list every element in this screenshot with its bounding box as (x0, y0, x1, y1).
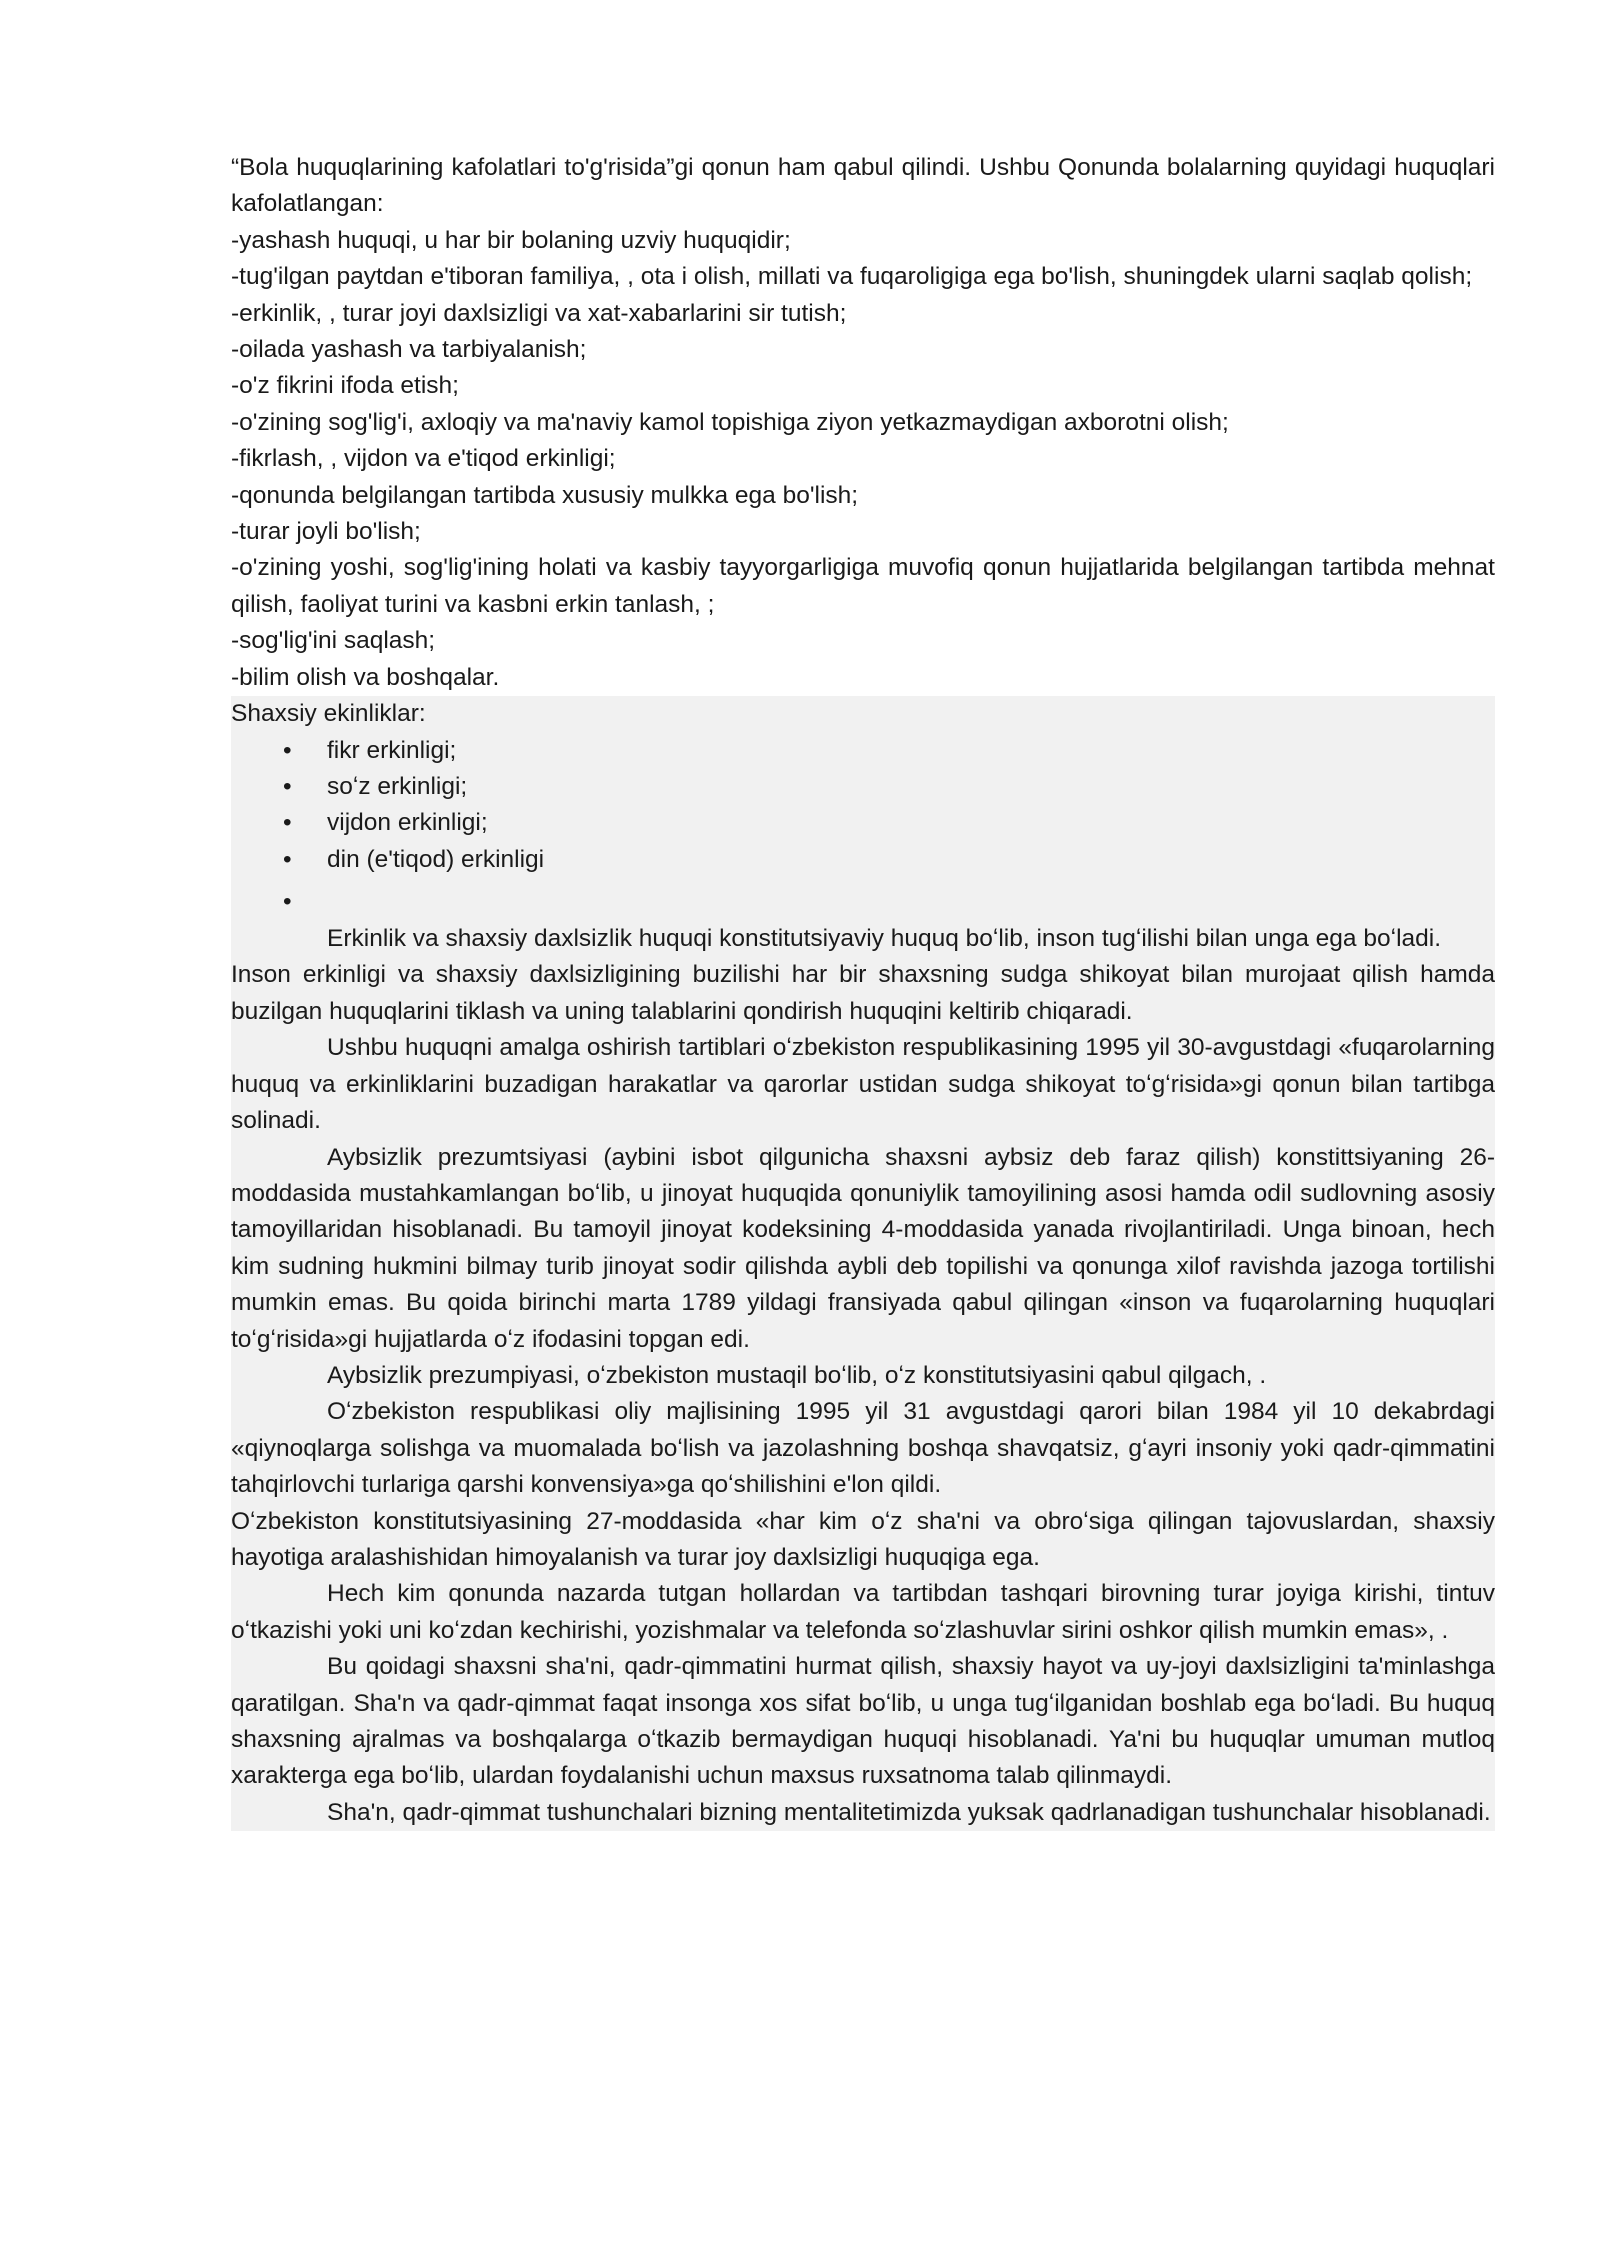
bullet-icon: • (283, 736, 292, 764)
rights-list-item: -yashash huquqi, u har bir bolaning uzviy huquqidir; (231, 226, 791, 254)
body-paragraph: Inson erkinligi va shaxsiy daxlsizligining buzilishi har bir shaxsning sudga shikoyat bilan murojaat qilish hamda buzilgan huquqlarini tiklash va uning talablarini qondirish huquqini keltirib chiqaradi. (231, 961, 1495, 1025)
body-paragraph: Sha'n, qadr-qimmat tushunchalari bizning mentalitetimizda yuksak qadrlanadigan tushunchalar hisoblanadi. (327, 1798, 1491, 1826)
rights-list (231, 223, 1495, 696)
rights-list-item: -sog'lig'ini saqlash; (231, 627, 436, 655)
body-paragraph: Aybsizlik prezumtsiyasi (aybini isbot qilgunicha shaxsni aybsiz deb faraz qilish) konstittsiyaning 26-moddasida mustahkamlangan boʻlib, u jinoyat huquqida qonuniylik tamoyilining asosi hamda odil sudlovning asosiy tamoyillaridan hisoblanadi. Bu tamoyil jinoyat kodeksining 4-moddasida yanada rivojlantiriladi. Unga binoan, hech kim sudning hukmini bilmay turib jinoyat sodir qilishda aybli deb topilishi va qonunga xilof ravishda jazoga tortilishi mumkin emas. Bu qoida birinchi marta 1789 yildagi fransiyada qabul qilingan «inson va fuqarolarning huquqlari toʻgʻrisida»gi hujjatlarda oʻz ifodasini topgan edi. (231, 1143, 1495, 1353)
body-paragraph: Aybsizlik prezumpiyasi, oʻzbekiston mustaqil boʻlib, oʻz konstitutsiyasini qabul qilgach, . (327, 1361, 1267, 1389)
rights-list-item: -qonunda belgilangan tartibda xususiy mulkka ega bo'lish; (231, 481, 859, 509)
document-body (231, 150, 1495, 1831)
body-paragraph: Erkinlik va shaxsiy daxlsizlik huquqi konstitutsiyaviy huquq boʻlib, inson tugʻilishi bilan unga ega boʻladi. (327, 925, 1442, 953)
bullet-icon: • (283, 888, 292, 916)
bullet-icon: • (283, 809, 292, 837)
body-paragraph: Hech kim qonunda nazarda tutgan hollardan va tartibdan tashqari birovning turar joyiga kirishi, tintuv oʻtkazishi yoki uni koʻzdan kechirishi, yozishmalar va telefonda soʻzlashuvlar sirini oshkor qilish mumkin emas», . (231, 1580, 1495, 1644)
rights-list-item: -turar joyli bo'lish; (231, 518, 421, 546)
bullet-icon: • (283, 845, 292, 873)
rights-list-item: -tug'ilgan paytdan e'tiboran familiya, , ota i olish, millati va fuqaroligiga ega bo'lish, shuningdek ularni saqlab qolish; (231, 263, 1473, 291)
rights-list-item: -fikrlash, , vijdon va e'tiqod erkinligi; (231, 445, 616, 473)
freedoms-list (231, 733, 1495, 922)
intro-paragraph: “Bola huquqlarining kafolatlari to'g'risida”gi qonun ham qabul qilindi. Ushbu Qonunda bolalarning quyidagi huquqlari kafolatlangan: (231, 154, 1495, 218)
body-paragraph: Ushbu huquqni amalga oshirish tartiblari oʻzbekiston respublikasining 1995 yil 30-avgustdagi «fuqarolarning huquq va erkinliklarini buzadigan harakatlar va qarorlar ustidan sudga shikoyat toʻgʻrisida»gi qonun bilan tartibga solinadi. (231, 1034, 1495, 1135)
freedoms-list-item (231, 878, 1495, 921)
body-paragraph: Bu qoidagi shaxsni sha'ni, qadr-qimmatini hurmat qilish, shaxsiy hayot va uy-joyi daxlsizligini ta'minlashga qaratilgan. Sha'n va qadr-qimmat faqat insonga xos sifat boʻlib, u unga tugʻilganidan boshlab ega boʻladi. Bu huquq shaxsning ajralmas va boshqalarga oʻtkazib bermaydigan huquqi hisoblanadi. Ya'ni bu huquqlar umuman mutloq xarakterga ega boʻlib, ulardan foydalanishi uchun maxsus ruxsatnoma talab qilinmaydi. (231, 1653, 1495, 1790)
rights-list-item: -oilada yashash va tarbiyalanish; (231, 336, 587, 364)
rights-list-item: -o'zining yoshi, sog'lig'ining holati va kasbiy tayyorgarligiga muvofiq qonun hujjatlarida belgilangan tartibda mehnat qilish, faoliyat turini va kasbni erkin tanlash, ; (231, 554, 1495, 618)
freedoms-list-item (231, 733, 1495, 769)
shaded-section (231, 696, 1495, 1831)
rights-list-item: -o'z fikrini ifoda etish; (231, 372, 459, 400)
freedom-label: soʻz erkinligi; (327, 772, 468, 800)
body-paragraph: Oʻzbekiston konstitutsiyasining 27-moddasida «har kim oʻz sha'ni va obroʻsiga qilingan tajovuslardan, shaxsiy hayotiga aralashishidan himoyalanish va turar joy daxlsizligi huquqiga ega. (231, 1507, 1495, 1571)
freedoms-heading: Shaxsiy ekinliklar: (231, 700, 426, 728)
body-paragraph: Oʻzbekiston respublikasi oliy majlisining 1995 yil 31 avgustdagi qarori bilan 1984 yil 10 dekabrdagi «qiynoqlarga solishga va muomalada boʻlish va jazolashning boshqa shavqatsiz, gʻayri insoniy yoki qadr-qimmatini tahqirlovchi turlariga qarshi konvensiya»ga qoʻshilishini e'lon qildi. (231, 1398, 1495, 1499)
rights-list-item: -bilim olish va boshqalar. (231, 663, 500, 691)
freedom-label: din (e'tiqod) erkinligi (327, 845, 545, 873)
rights-list-item: -erkinlik, , turar joyi daxlsizligi va xat-xabarlarini sir tutish; (231, 299, 847, 327)
freedoms-list-item (231, 805, 1495, 841)
freedoms-list-item (231, 769, 1495, 805)
freedom-label: vijdon erkinligi; (327, 809, 488, 837)
rights-list-item: -o'zining sog'lig'i, axloqiy va ma'naviy kamol topishiga ziyon yetkazmaydigan axborotni olish; (231, 408, 1229, 436)
freedom-label: fikr erkinligi; (327, 736, 457, 764)
bullet-icon: • (283, 772, 292, 800)
freedoms-list-item (231, 842, 1495, 878)
